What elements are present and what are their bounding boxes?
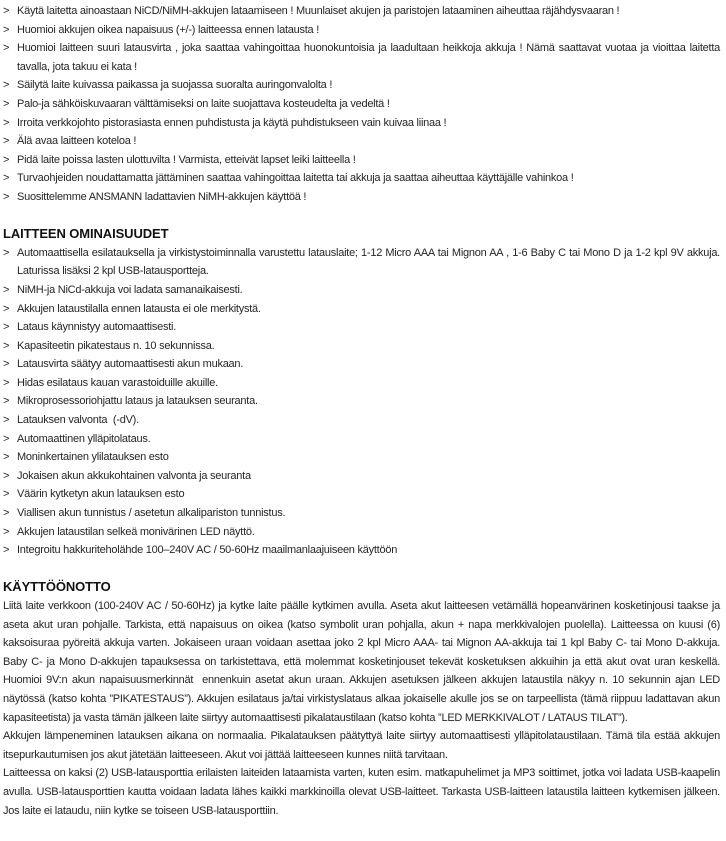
bullet-text: Kapasiteetin pikatestaus n. 10 sekunnissa. <box>17 339 215 352</box>
features-section-heading: LAITTEEN OMINAISUUDET <box>3 226 169 242</box>
bullet-marker: > <box>3 172 10 185</box>
bullet-marker: > <box>3 153 10 166</box>
bullet-text: Huomioi akkujen oikea napaisuus (+/-) laitteessa ennen latausta ! <box>17 23 320 36</box>
list-item <box>3 300 720 319</box>
list-item <box>3 281 720 300</box>
usage-section-heading: KÄYTTÖÖNOTTO <box>3 579 111 595</box>
bullet-marker: > <box>3 246 10 259</box>
bullet-marker: > <box>3 544 10 557</box>
safety-list <box>3 2 723 207</box>
bullet-marker: > <box>3 376 10 389</box>
bullet-marker: > <box>3 507 10 520</box>
bullet-marker: > <box>3 97 10 110</box>
bullet-marker: > <box>3 135 10 148</box>
list-item <box>3 485 720 504</box>
list-item <box>3 467 720 486</box>
list-item <box>3 448 720 467</box>
bullet-marker: > <box>3 451 10 464</box>
bullet-marker: > <box>3 321 10 334</box>
list-item <box>3 523 720 542</box>
bullet-marker: > <box>3 190 10 203</box>
list-item <box>3 132 720 151</box>
bullet-text: Jokaisen akun akkukohtainen valvonta ja seuranta <box>17 469 251 482</box>
bullet-marker: > <box>3 358 10 371</box>
list-item <box>3 169 720 188</box>
list-item <box>3 374 720 393</box>
bullet-text: Palo-ja sähköiskuvaaran välttämiseksi on laite suojattava kosteudelta ja vedeltä ! <box>17 97 390 110</box>
bullet-marker: > <box>3 283 10 296</box>
bullet-text: Väärin kytketyn akun latauksen esto <box>17 488 185 501</box>
bullet-text: Akkujen lataustilan selkeä monivärinen LED näyttö. <box>17 525 255 538</box>
bullet-text: Huomioi laitteen suuri latausvirta , joka saattaa vahingoittaa huonokuntoisia ja laadultaan heikkoja akkuja ! Nämä saattavat vuotaa ja vioittaa laitetta tavalla, jota takuu ei kata ! <box>17 42 723 73</box>
list-item <box>3 244 723 281</box>
bullet-text: Latausvirta säätyy automaattisesti akun mukaan. <box>17 358 244 371</box>
bullet-text: Pidä laite poissa lasten ulottuvilta ! Varmista, etteivät lapset leiki laitteella ! <box>17 153 356 166</box>
bullet-marker: > <box>3 5 10 17</box>
list-item <box>3 392 720 411</box>
bullet-text: Moninkertainen ylilatauksen esto <box>17 451 169 464</box>
bullet-text: Turvaohjeiden noudattamatta jättäminen saattaa vahingoittaa laitetta tai akkuja ja saattaa aiheuttaa käyttäjälle vahinkoa ! <box>17 172 574 185</box>
bullet-marker: > <box>3 23 10 36</box>
bullet-text: Akkujen lataustilalla ennen latausta ei ole merkitystä. <box>17 302 261 315</box>
list-item <box>3 430 720 449</box>
bullet-marker: > <box>3 116 10 129</box>
list-item <box>3 355 720 374</box>
list-item <box>3 151 720 170</box>
list-item <box>3 504 720 523</box>
bullet-text: Lataus käynnistyy automaattisesti. <box>17 321 177 334</box>
bullet-marker: > <box>3 414 10 427</box>
bullet-text: Älä avaa laitteen koteloa ! <box>17 135 137 148</box>
list-item <box>3 411 720 430</box>
usage-paragraphs <box>3 597 723 820</box>
list-item <box>3 541 720 560</box>
list-item <box>3 114 720 133</box>
list-item <box>3 188 720 207</box>
list-item <box>3 39 723 76</box>
list-item <box>3 337 720 356</box>
bullet-text: Automaattinen ylläpitolataus. <box>17 432 151 445</box>
bullet-marker: > <box>3 42 10 55</box>
list-item <box>3 318 720 337</box>
bullet-text: Automaattisella esilatauksella ja virkistystoiminnalla varustettu latauslaite; 1-12 Micro AAA tai Mignon AA , 1-6 Baby C tai Mono D ja 1-2 kpl 9V akkuja. Laturissa lisäksi 2 kpl USB-latausportteja. <box>17 246 723 278</box>
paragraph: Laitteessa on kaksi (2) USB-latausporttia erilaisten laiteiden lataamista varten, kuten esim. matkapuhelimet ja MP3 soittimet, jotka voi ladata USB-kaapelin avulla. USB-latausporttien kautta voidaan ladata lähes kaikki markkinoilla olevat USB-laitteet. Tarkasta USB-laitteen lataustila laitteen kytkemisen jälkeen. Jos laite ei lataudu, niin kytke se toiseen USB-latausporttiin. <box>3 767 723 817</box>
bullet-text: Säilytä laite kuivassa paikassa ja suojassa suoralta auringonvalolta ! <box>17 79 333 92</box>
list-item <box>3 2 720 21</box>
bullet-text: Latauksen valvonta (-dV). <box>17 414 139 427</box>
bullet-text: NiMH-ja NiCd-akkuja voi ladata samanaikaisesti. <box>17 283 243 296</box>
list-item <box>3 21 720 40</box>
bullet-marker: > <box>3 469 10 482</box>
bullet-marker: > <box>3 432 10 445</box>
bullet-marker: > <box>3 339 10 352</box>
list-item <box>3 95 720 114</box>
bullet-text: Viallisen akun tunnistus / asetetun alkalipariston tunnistus. <box>17 507 286 520</box>
bullet-marker: > <box>3 525 10 538</box>
bullet-text: Mikroprosessoriohjattu lataus ja latauksen seuranta. <box>17 395 258 408</box>
bullet-marker: > <box>3 488 10 501</box>
bullet-marker: > <box>3 395 10 408</box>
bullet-text: Integroitu hakkuriteholähde 100–240V AC / 50-60Hz maailmanlaajuiseen käyttöön <box>17 544 398 557</box>
bullet-text: Hidas esilataus kauan varastoiduille akuille. <box>17 376 218 389</box>
list-item <box>3 76 720 95</box>
bullet-text: Irroita verkkojohto pistorasiasta ennen puhdistusta ja käytä puhdistukseen vain kuivaa liinaa ! <box>17 116 447 129</box>
bullet-text: Käytä laitetta ainoastaan NiCD/NiMH-akkujen lataamiseen ! Muunlaiset akujen ja paristojen lataaminen aiheuttaa räjähdysvaaran ! <box>17 5 620 17</box>
bullet-marker: > <box>3 79 10 92</box>
features-list <box>3 244 723 560</box>
paragraph: Akkujen lämpeneminen latauksen aikana on normaalia. Pikalatauksen päätyttyä laite siirtyy automaattisesti ylläpitolataustilaan. Tämä tila estää akkujen itsepurkautumisen jos akut jätetään laitteeseen. Akut voi jättää laitteeseen kunnes niitä tarvitaan. <box>3 730 723 761</box>
bullet-text: Suosittelemme ANSMANN ladattavien NiMH-akkujen käyttöä ! <box>17 190 307 203</box>
bullet-marker: > <box>3 302 10 315</box>
paragraph: Liitä laite verkkoon (100-240V AC / 50-60Hz) ja kytke laite päälle kytkimen avulla. Aseta akut laitteesen vetämällä hopeanvärinen kosketinjousi taakse ja aseta akut uran pohjalle. Tarkista, että napaisuus on oikea (katso symbolit uran pohjalla, akun + napa merkkivalojen puolella). Laitteessa on kuusi (6) kaksoisuraa pyöreitä akkuja varten. Jokaiseen uraan voidaan asettaa joko 2 kpl Micro AAA- tai Mignon AA-akkuja tai 1 kpl Baby C- tai Mono D-akkuja. Baby C- ja Mono D-akkujen tapauksessa on tarkistettava, että molemmat kosketinjouset tekevät kosketuksen akkuihin ja että akut ovat uran keskellä. Huomioi 9V:n akun napaisuusmerkinnät ennenkuin asetat akun uraan. Akkujen asetuksen jälkeen akkujen lataustila näkyy n. 10 sekunnin ajan LED näytössä (katso kohta ”PIKATESTAUS”). Akkujen esilataus ja/tai virkistyslataus alkaa jokaiselle akulle jos se on tarpeellista (tämä riippuu ladattavan akun kapasiteetista) ja vasta tämän jälkeen laite siirtyy automaattisesti pikalataustilaan (katso kohta ”LED MERKKIVALOT / LATAUS TILAT”). <box>3 600 723 724</box>
